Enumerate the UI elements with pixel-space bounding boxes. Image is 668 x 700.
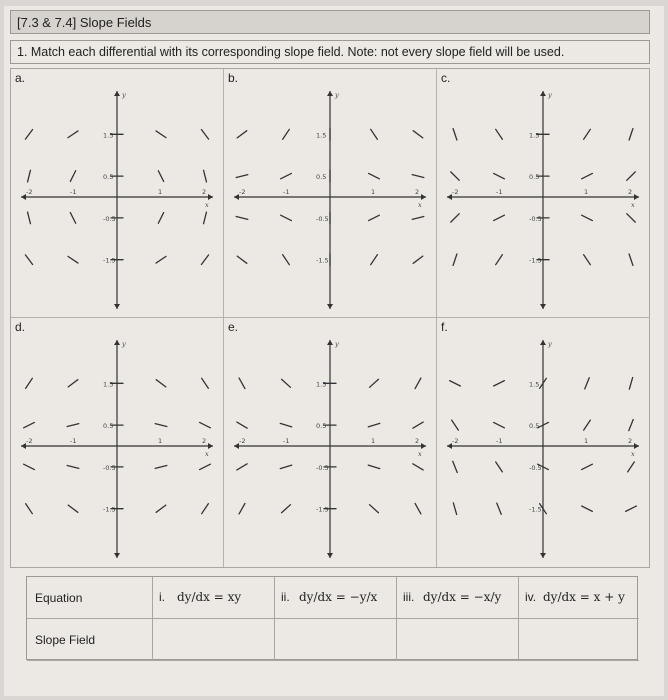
slope-segment bbox=[156, 505, 166, 512]
axis-arrow bbox=[327, 304, 333, 309]
slope-segment bbox=[628, 462, 635, 472]
x-tick-label: 2 bbox=[628, 188, 633, 196]
y-axis-label: y bbox=[335, 91, 339, 99]
x-tick-label: 2 bbox=[415, 437, 420, 445]
slope-segment bbox=[239, 378, 245, 388]
y-tick-label: -1.5 bbox=[103, 256, 116, 265]
x-tick-label: 2 bbox=[415, 188, 420, 196]
slope-segment bbox=[25, 255, 32, 265]
slope-segment bbox=[70, 171, 75, 182]
y-tick-label: -1.5 bbox=[103, 505, 116, 514]
axis-arrow bbox=[208, 194, 213, 200]
slope-field-panel-2 bbox=[224, 69, 437, 318]
slope-segment bbox=[237, 256, 247, 263]
slope-segment bbox=[369, 173, 380, 178]
y-axis-label: y bbox=[548, 91, 552, 99]
panel-label: a. bbox=[15, 71, 26, 85]
slope-segment bbox=[280, 465, 291, 468]
slope-segment bbox=[156, 131, 166, 138]
axis-arrow bbox=[421, 194, 426, 200]
slope-segment bbox=[496, 462, 503, 472]
slope-segment bbox=[24, 464, 35, 469]
slope-segment bbox=[155, 424, 167, 427]
slope-segment bbox=[451, 214, 459, 222]
x-tick-label: 2 bbox=[202, 437, 207, 445]
x-axis-label: x bbox=[418, 450, 422, 458]
slope-segment bbox=[26, 504, 33, 514]
x-tick-label: -1 bbox=[283, 188, 290, 196]
slope-segment bbox=[494, 422, 505, 427]
slope-segment bbox=[201, 255, 208, 265]
slope-field-plot bbox=[437, 81, 649, 317]
y-axis-label: y bbox=[122, 340, 126, 348]
page-title: [7.3 & 7.4] Slope Fields bbox=[10, 10, 650, 34]
slope-segment bbox=[494, 215, 505, 220]
slope-segment bbox=[371, 129, 378, 139]
equation-cell-2 bbox=[275, 577, 397, 619]
slope-segment bbox=[494, 173, 505, 178]
axis-arrow bbox=[421, 443, 426, 449]
answer-cell-1[interactable] bbox=[153, 619, 275, 661]
axis-arrow bbox=[540, 304, 546, 309]
slope-segment bbox=[202, 378, 209, 388]
slope-segment bbox=[453, 129, 457, 140]
slope-segment bbox=[370, 379, 379, 387]
y-tick-label: 0.5 bbox=[103, 422, 114, 431]
slope-segment bbox=[68, 256, 78, 263]
y-tick-label: -1.5 bbox=[316, 256, 329, 265]
slope-segment bbox=[68, 505, 78, 512]
x-tick-label: 1 bbox=[158, 437, 163, 445]
y-tick-label: 1.5 bbox=[103, 380, 114, 389]
slope-segment bbox=[497, 503, 501, 514]
slope-segment bbox=[200, 422, 211, 427]
answer-cell-2[interactable] bbox=[275, 619, 397, 661]
slope-segment bbox=[453, 254, 457, 265]
slope-segment bbox=[452, 420, 459, 430]
slope-segment bbox=[155, 465, 167, 468]
slope-segment bbox=[26, 378, 33, 388]
axis-arrow bbox=[540, 340, 546, 345]
answer-cell-4[interactable] bbox=[519, 619, 639, 661]
slope-segment bbox=[451, 172, 459, 180]
y-tick-label: 0.5 bbox=[316, 173, 327, 182]
slope-segment bbox=[413, 131, 423, 138]
panel-label: d. bbox=[15, 320, 26, 334]
equation-cell-1 bbox=[153, 577, 275, 619]
slope-segment bbox=[237, 464, 247, 470]
row-label-slope-field: Slope Field bbox=[27, 619, 153, 661]
x-tick-label: 1 bbox=[371, 437, 376, 445]
axis-arrow bbox=[114, 304, 120, 309]
slope-segment bbox=[236, 175, 248, 178]
slope-segment bbox=[412, 216, 424, 219]
slope-segment bbox=[413, 256, 423, 263]
slope-segment bbox=[584, 255, 591, 265]
slope-segment bbox=[28, 170, 31, 182]
slope-segment bbox=[584, 420, 591, 430]
y-tick-label: -1.5 bbox=[316, 505, 329, 514]
slope-segment bbox=[282, 379, 291, 387]
slope-segment bbox=[67, 424, 79, 427]
slope-segment bbox=[629, 254, 633, 265]
slope-segment bbox=[582, 215, 593, 220]
equation-text: dy/dx = −y/x bbox=[299, 590, 378, 604]
y-tick-label: -1.5 bbox=[529, 256, 542, 265]
slope-segment bbox=[204, 170, 207, 182]
slope-segment bbox=[582, 506, 593, 511]
y-tick-label: -0.5 bbox=[316, 214, 329, 223]
equation-numeral: iv. bbox=[525, 590, 537, 604]
slope-segment bbox=[415, 503, 421, 513]
worksheet bbox=[4, 6, 664, 696]
slope-segment bbox=[415, 378, 421, 388]
axis-arrow bbox=[634, 443, 639, 449]
slope-segment bbox=[585, 378, 589, 389]
slope-segment bbox=[281, 173, 292, 178]
axis-arrow bbox=[634, 194, 639, 200]
slope-segment bbox=[156, 380, 166, 387]
slope-segment bbox=[627, 214, 635, 222]
slope-segment bbox=[413, 464, 423, 470]
slope-segment bbox=[453, 503, 456, 515]
slope-segment bbox=[629, 420, 633, 431]
slope-segment bbox=[239, 503, 245, 513]
x-tick-label: -1 bbox=[283, 437, 290, 445]
slope-segment bbox=[582, 464, 593, 469]
slope-field-plot bbox=[224, 81, 436, 317]
x-tick-label: 2 bbox=[628, 437, 633, 445]
slope-field-panel-4 bbox=[11, 318, 224, 567]
equation-cell-3 bbox=[397, 577, 519, 619]
slope-field-panel-6 bbox=[437, 318, 650, 567]
panel-label: f. bbox=[441, 320, 448, 334]
y-tick-label: -0.5 bbox=[529, 463, 542, 472]
y-tick-label: -1.5 bbox=[529, 505, 542, 514]
x-tick-label: -1 bbox=[70, 188, 77, 196]
slope-segment bbox=[28, 212, 31, 224]
slope-segment bbox=[629, 378, 632, 390]
equation-cell-4 bbox=[519, 577, 639, 619]
axis-arrow bbox=[327, 340, 333, 345]
panel-label: b. bbox=[228, 71, 239, 85]
y-tick-label: 0.5 bbox=[316, 422, 327, 431]
axis-arrow bbox=[114, 91, 120, 96]
slope-segment bbox=[412, 175, 424, 178]
slope-field-plot bbox=[224, 330, 436, 566]
y-tick-label: 0.5 bbox=[529, 422, 540, 431]
slope-segment bbox=[629, 129, 633, 140]
slope-segment bbox=[582, 173, 593, 178]
y-tick-label: -0.5 bbox=[529, 214, 542, 223]
x-tick-label: -2 bbox=[239, 188, 246, 196]
x-axis-label: x bbox=[631, 450, 635, 458]
slope-segment bbox=[584, 129, 591, 139]
axis-arrow bbox=[327, 553, 333, 558]
slope-segment bbox=[237, 131, 247, 138]
y-tick-label: 1.5 bbox=[529, 380, 540, 389]
equation-numeral: i. bbox=[159, 590, 165, 604]
x-tick-label: 2 bbox=[202, 188, 207, 196]
x-tick-label: 1 bbox=[158, 188, 163, 196]
y-tick-label: 0.5 bbox=[529, 173, 540, 182]
slope-segment bbox=[453, 461, 457, 472]
slope-segment bbox=[24, 422, 35, 427]
axis-arrow bbox=[540, 553, 546, 558]
x-tick-label: 1 bbox=[584, 437, 589, 445]
slope-field-panel-5 bbox=[224, 318, 437, 567]
slope-segment bbox=[283, 255, 290, 265]
slope-segment bbox=[158, 213, 163, 224]
axis-arrow bbox=[114, 340, 120, 345]
equation-text: dy/dx = x + y bbox=[543, 590, 625, 604]
slope-segment bbox=[204, 212, 207, 224]
slope-segment bbox=[202, 504, 209, 514]
slope-segment bbox=[237, 422, 247, 428]
slope-segment bbox=[413, 422, 423, 428]
slope-segment bbox=[496, 129, 503, 139]
axis-arrow bbox=[327, 91, 333, 96]
x-tick-label: 1 bbox=[371, 188, 376, 196]
row-label-equation: Equation bbox=[27, 577, 153, 619]
axis-arrow bbox=[114, 553, 120, 558]
slope-segment bbox=[370, 505, 379, 513]
slope-segment bbox=[369, 215, 380, 220]
slope-segment bbox=[496, 255, 503, 265]
slope-segment bbox=[67, 465, 79, 468]
x-tick-label: -1 bbox=[70, 437, 77, 445]
axis-arrow bbox=[208, 443, 213, 449]
slope-field-panel-1 bbox=[11, 69, 224, 318]
slope-segment bbox=[280, 423, 291, 426]
slope-segment bbox=[156, 256, 166, 263]
panel-label: e. bbox=[228, 320, 239, 334]
x-tick-label: -1 bbox=[496, 188, 503, 196]
y-tick-label: 1.5 bbox=[103, 131, 114, 140]
y-axis-label: y bbox=[548, 340, 552, 348]
x-tick-label: -2 bbox=[26, 437, 33, 445]
equation-numeral: iii. bbox=[403, 590, 415, 604]
y-tick-label: -0.5 bbox=[316, 463, 329, 472]
x-axis-label: x bbox=[631, 201, 635, 209]
slope-segment bbox=[371, 255, 378, 265]
y-tick-label: -0.5 bbox=[103, 214, 116, 223]
x-axis-label: x bbox=[205, 201, 209, 209]
slope-field-panel-3 bbox=[437, 69, 650, 318]
x-tick-label: -2 bbox=[452, 188, 459, 196]
slope-segment bbox=[368, 423, 379, 426]
slope-segment bbox=[494, 381, 505, 386]
slope-segment bbox=[368, 465, 379, 468]
slope-segment bbox=[200, 464, 211, 469]
x-tick-label: -2 bbox=[26, 188, 33, 196]
x-tick-label: -1 bbox=[496, 437, 503, 445]
slope-field-plot bbox=[11, 81, 223, 317]
slope-segment bbox=[68, 380, 78, 387]
x-axis-label: x bbox=[418, 201, 422, 209]
axis-arrow bbox=[540, 91, 546, 96]
equation-text: dy/dx = −x/y bbox=[423, 590, 502, 604]
equation-numeral: ii. bbox=[281, 590, 290, 604]
y-tick-label: 1.5 bbox=[316, 131, 327, 140]
y-tick-label: 1.5 bbox=[529, 131, 540, 140]
slope-field-plot bbox=[11, 330, 223, 566]
slope-segment bbox=[282, 505, 291, 513]
slope-segment bbox=[236, 216, 248, 219]
y-axis-label: y bbox=[122, 91, 126, 99]
panel-label: c. bbox=[441, 71, 451, 85]
slope-segment bbox=[627, 172, 635, 180]
slope-segment bbox=[450, 381, 461, 386]
slope-segment bbox=[626, 506, 637, 511]
answer-cell-3[interactable] bbox=[397, 619, 519, 661]
y-tick-label: 1.5 bbox=[316, 380, 327, 389]
question-text: 1. Match each differential with its corresponding slope field. Note: not every slope field will be used. bbox=[10, 40, 650, 64]
y-axis-label: y bbox=[335, 340, 339, 348]
x-tick-label: 1 bbox=[584, 188, 589, 196]
y-tick-label: -0.5 bbox=[103, 463, 116, 472]
slope-segment bbox=[68, 131, 78, 138]
x-tick-label: -2 bbox=[239, 437, 246, 445]
slope-field-grid bbox=[10, 68, 650, 568]
x-axis-label: x bbox=[205, 450, 209, 458]
answer-table bbox=[26, 576, 638, 660]
slope-segment bbox=[201, 130, 208, 140]
slope-field-plot bbox=[437, 330, 649, 566]
x-tick-label: -2 bbox=[452, 437, 459, 445]
y-tick-label: 0.5 bbox=[103, 173, 114, 182]
slope-segment bbox=[25, 130, 32, 140]
slope-segment bbox=[158, 171, 163, 182]
slope-segment bbox=[283, 129, 290, 139]
slope-segment bbox=[281, 215, 292, 220]
slope-segment bbox=[70, 213, 75, 224]
equation-text: dy/dx = xy bbox=[177, 590, 242, 604]
